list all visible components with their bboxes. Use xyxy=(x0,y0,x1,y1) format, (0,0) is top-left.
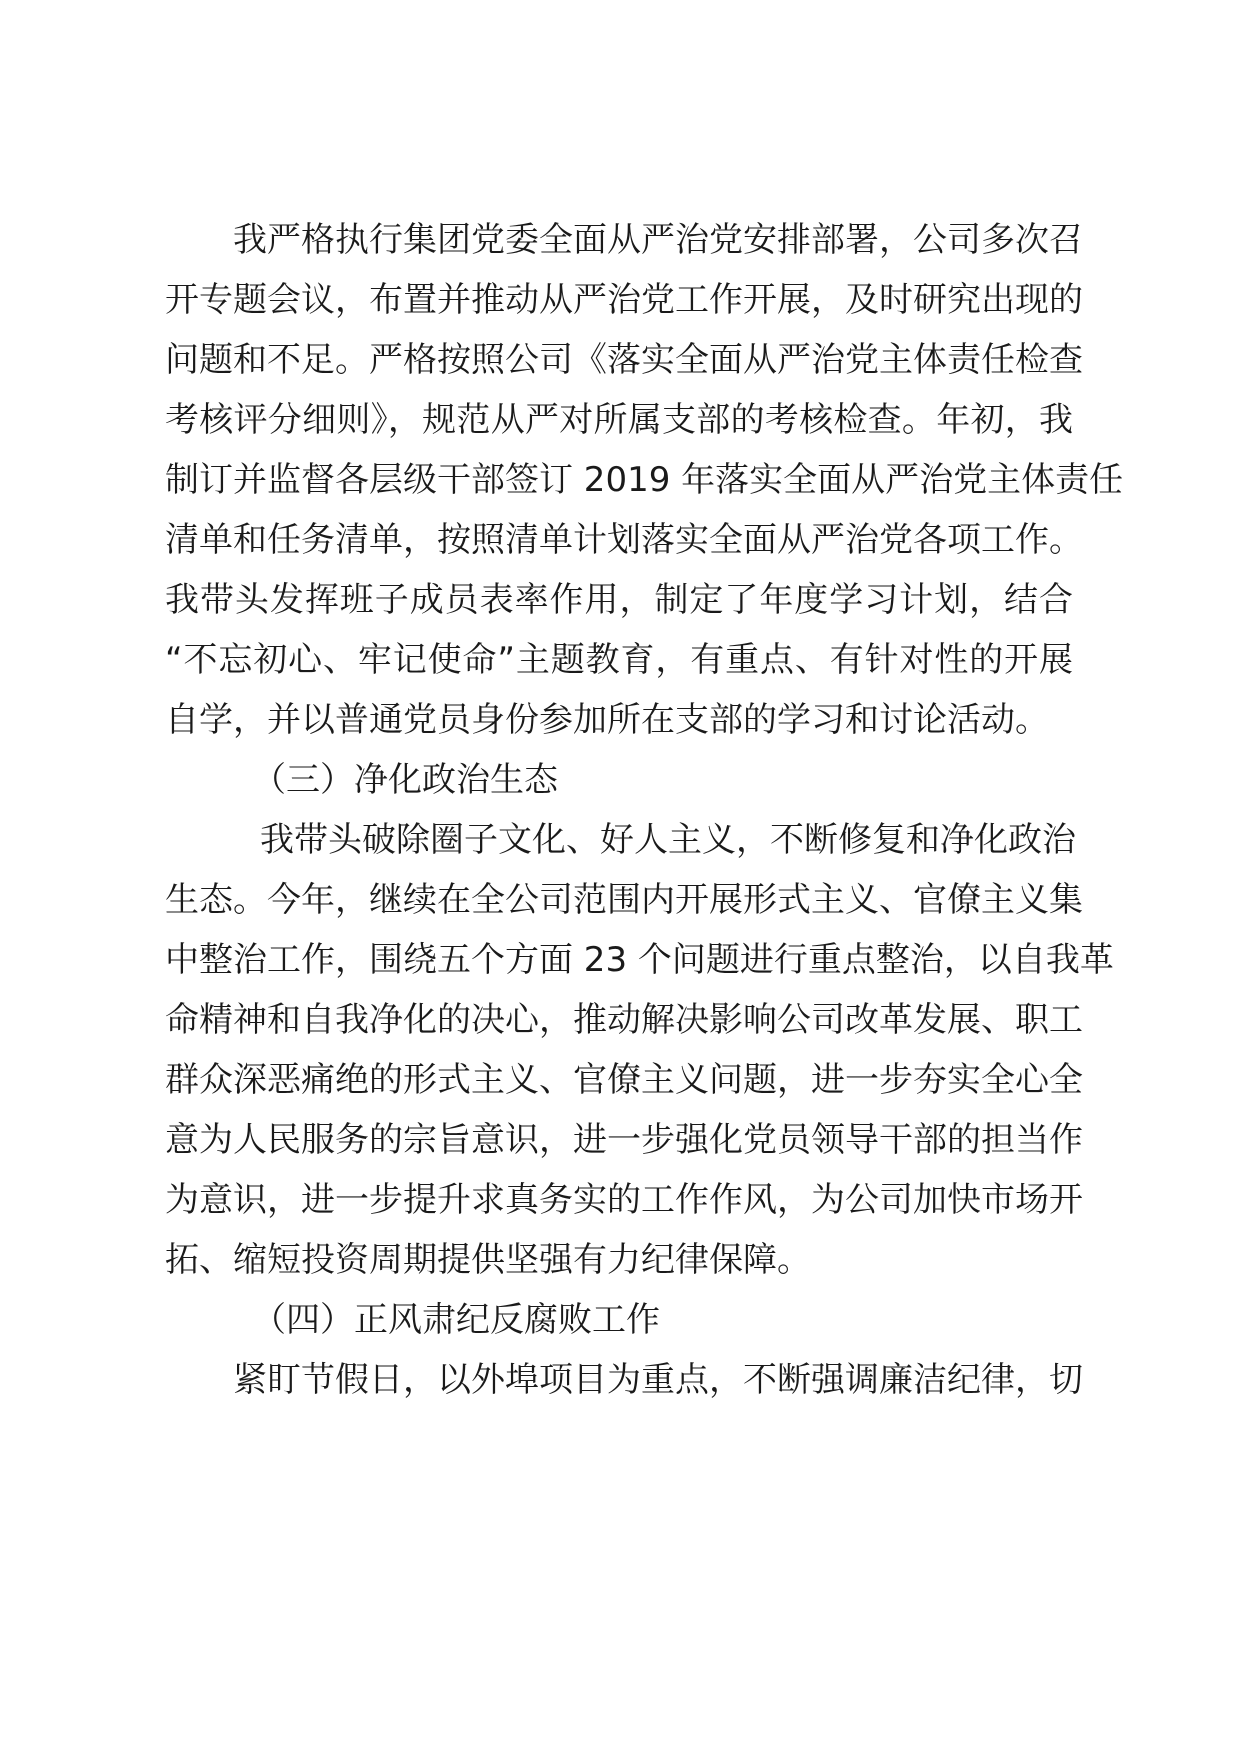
paragraph-line: 为意识，进一步提升求真务实的工作作风，为公司加快市场开 xyxy=(165,1180,1083,1220)
paragraph-line: 意为人民服务的宗旨意识，进一步强化党员领导干部的担当作 xyxy=(165,1120,1083,1160)
paragraph-line: 中整治工作，围绕五个方面 23 个问题进行重点整治，以自我革 xyxy=(165,940,1114,980)
paragraph-line: 问题和不足。严格按照公司《落实全面从严治党主体责任检查 xyxy=(165,340,1083,380)
paragraph-line: 我严格执行集团党委全面从严治党安排部署，公司多次召 xyxy=(233,220,1083,260)
paragraph-line: 群众深恶痛绝的形式主义、官僚主义问题，进一步夯实全心全 xyxy=(165,1060,1083,1100)
paragraph-line: 拓、缩短投资周期提供坚强有力纪律保障。 xyxy=(165,1240,811,1280)
paragraph-line: 自学，并以普通党员身份参加所在支部的学习和讨论活动。 xyxy=(165,700,1049,740)
paragraph-line: 清单和任务清单，按照清单计划落实全面从严治党各项工作。 xyxy=(165,520,1083,560)
paragraph-line: 紧盯节假日，以外埠项目为重点，不断强调廉洁纪律，切 xyxy=(233,1360,1083,1400)
paragraph-line: 生态。今年，继续在全公司范围内开展形式主义、官僚主义集 xyxy=(165,880,1083,920)
paragraph-line: 开专题会议，布置并推动从严治党工作开展，及时研究出现的 xyxy=(165,280,1083,320)
paragraph-line: 考核评分细则》，规范从严对所属支部的考核检查。年初，我 xyxy=(165,400,1073,440)
paragraph-line: 我带头发挥班子成员表率作用，制定了年度学习计划，结合 xyxy=(165,580,1073,620)
paragraph-line: “不忘初心、牢记使命”主题教育，有重点、有针对性的开展 xyxy=(165,640,1073,680)
section-heading-3: （三）净化政治生态 xyxy=(252,760,558,800)
paragraph-line: 制订并监督各层级干部签订 2019 年落实全面从严治党主体责任 xyxy=(165,460,1124,500)
paragraph-line: 命精神和自我净化的决心，推动解决影响公司改革发展、职工 xyxy=(165,1000,1083,1040)
paragraph-line: 我带头破除圈子文化、好人主义，不断修复和净化政治 xyxy=(260,820,1076,860)
section-heading-4: （四）正风肃纪反腐败工作 xyxy=(252,1300,660,1340)
